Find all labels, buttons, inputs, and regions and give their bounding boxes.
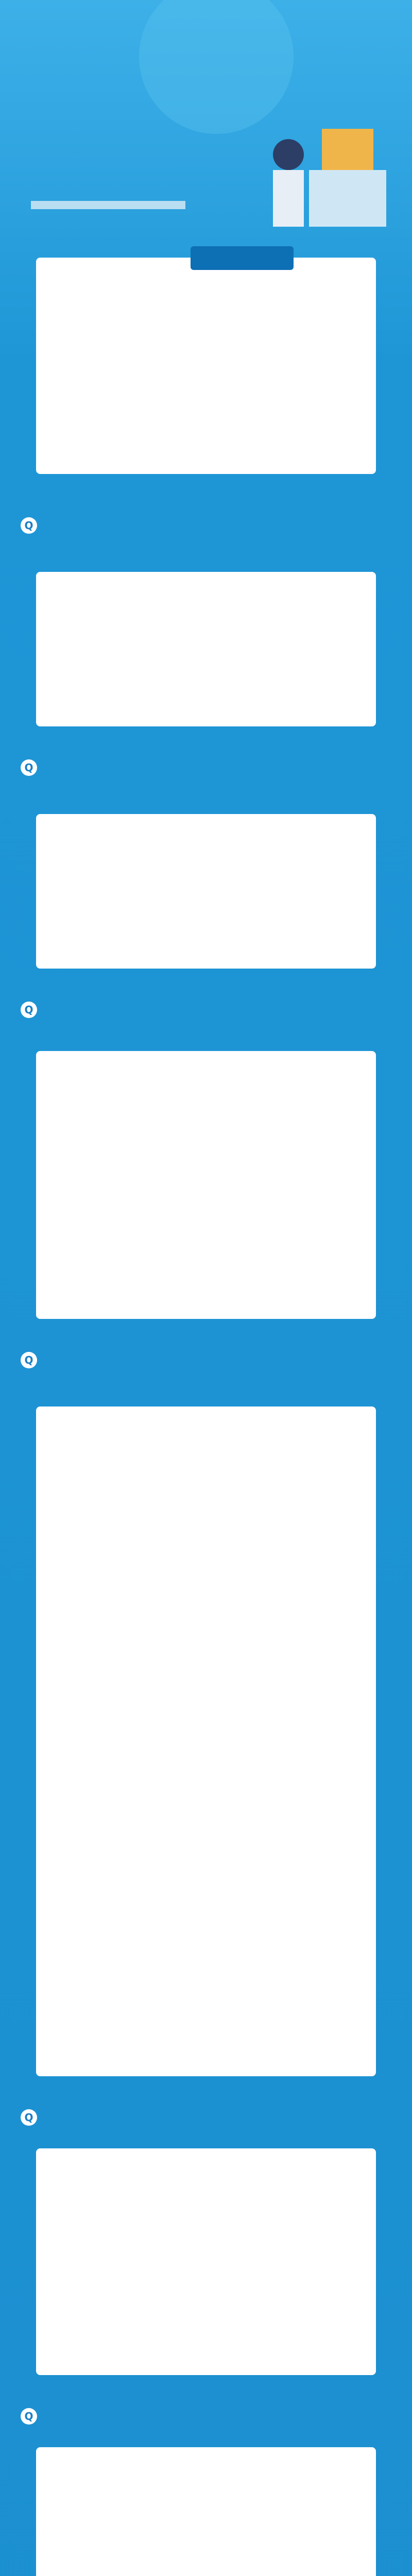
section-2-panel [36, 814, 376, 969]
hero-illustration [0, 0, 412, 242]
section-1-panel [36, 572, 376, 726]
section-6-heading [21, 2406, 391, 2437]
desk-shape [309, 170, 386, 227]
section-1-heading [21, 515, 391, 562]
background-panel [36, 258, 376, 474]
person-body-shape [273, 170, 304, 227]
lamp-shape [322, 129, 373, 170]
question-icon: Q [21, 2408, 37, 2425]
sun-glow-shape [139, 0, 294, 134]
question-icon: Q [21, 759, 37, 776]
question-icon: Q [21, 1352, 37, 1368]
section-2-heading [21, 757, 391, 804]
section-5-heading [21, 2107, 391, 2138]
question-icon: Q [21, 2109, 37, 2126]
book-stack-shape [31, 201, 185, 209]
person-head-shape [273, 139, 304, 170]
section-4-panel [36, 1406, 376, 2076]
background-label [191, 246, 294, 270]
section-6-panel [36, 2447, 376, 2576]
hero-banner [0, 0, 412, 242]
section-5-panel [36, 2148, 376, 2375]
section-3-heading [21, 999, 391, 1030]
section-3-panel [36, 1051, 376, 1319]
question-icon: Q [21, 517, 37, 534]
question-icon: Q [21, 1002, 37, 1018]
section-4-heading [21, 1350, 391, 1396]
